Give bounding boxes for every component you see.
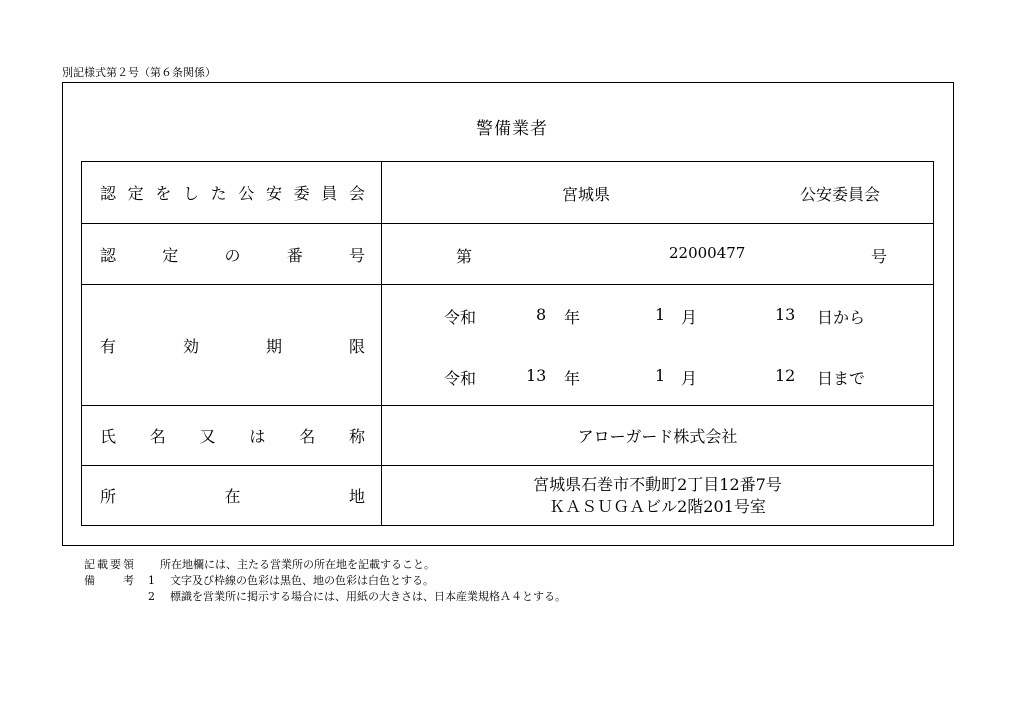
to-month: 1: [655, 366, 666, 385]
label-char: 又: [199, 427, 216, 446]
label-char: 公: [238, 184, 255, 203]
label-cell-cert-number: [82, 224, 382, 285]
value-cell-name: [382, 406, 934, 466]
commission-prefecture: 宮城県: [562, 185, 611, 204]
label-char: 号: [348, 245, 365, 265]
row-address: [82, 466, 934, 526]
to-year-unit: 年: [564, 369, 581, 388]
note-key-char: 備: [84, 574, 95, 587]
label-char: 員: [321, 184, 338, 203]
note-guideline: [84, 557, 566, 573]
from-month-unit: 月: [681, 308, 698, 327]
certificate-table: [81, 161, 934, 526]
label-char: 安: [265, 184, 282, 203]
label-char: た: [210, 184, 227, 203]
business-name: アローガード株式会社: [577, 427, 738, 446]
cert-number: 22000477: [669, 244, 746, 262]
note-guideline-text: 所在地欄には、主たる営業所の所在地を記載すること。: [160, 558, 435, 571]
note-remark-number: 2: [148, 590, 155, 603]
label-char: 番: [286, 245, 303, 265]
label-char: は: [249, 427, 266, 446]
label-cell-name: [82, 406, 382, 466]
value-cell-cert-number: [382, 224, 934, 285]
label-char: 効: [182, 336, 199, 356]
to-year: 13: [526, 366, 547, 385]
cert-prefix: 第: [456, 247, 473, 266]
label-name: [82, 424, 381, 447]
label-char: 地: [348, 487, 365, 506]
note-key-char: 記: [84, 558, 95, 571]
label-cert-number: [82, 243, 381, 266]
from-year: 8: [536, 305, 547, 324]
from-era: 令和: [444, 308, 477, 327]
to-day: 12: [775, 366, 796, 385]
label-char: 認: [100, 245, 117, 265]
label-char: の: [224, 245, 241, 265]
label-char: 称: [348, 427, 365, 446]
label-address: [82, 484, 381, 507]
label-char: 定: [162, 245, 179, 265]
from-day-suffix: 日から: [817, 308, 866, 327]
label-char: 会: [348, 184, 365, 203]
label-cell-commission: [82, 162, 382, 224]
label-char: 有: [100, 336, 117, 356]
note-remark-number: 1: [148, 574, 155, 587]
address-line-2: ＫＡＳＵＧＡビル2階201号室: [549, 496, 766, 516]
note-remark-text: 文字及び枠線の色彩は黒色、地の色彩は白色とする。: [170, 574, 434, 587]
to-era: 令和: [444, 369, 477, 388]
label-char: 限: [348, 336, 365, 356]
label-char: 氏: [100, 427, 117, 446]
label-char: 在: [224, 487, 241, 506]
label-cell-validity: [82, 285, 382, 406]
value-cell-commission: [382, 162, 934, 224]
label-char: 名: [299, 427, 316, 446]
label-cell-address: [82, 466, 382, 526]
value-cell-validity: [382, 285, 934, 406]
label-char: 認: [100, 184, 117, 203]
label-commission: [82, 181, 381, 204]
label-char: 定: [127, 184, 144, 203]
note-key-char: 要: [110, 558, 121, 571]
label-char: 所: [100, 487, 117, 506]
note-remark-2: [84, 589, 566, 605]
note-remark-1: [84, 573, 566, 589]
to-day-suffix: 日まで: [817, 369, 866, 388]
label-char: 委: [293, 184, 310, 203]
row-cert-number: [82, 224, 934, 285]
label-validity: [82, 334, 381, 357]
notes: [84, 557, 566, 605]
label-char: を: [155, 184, 172, 203]
note-key-char: 領: [123, 558, 134, 571]
label-char: 名: [149, 427, 166, 446]
note-remark-text: 標識を営業所に掲示する場合には、用紙の大きさは、日本産業規格Ａ４とする。: [170, 590, 566, 603]
cert-suffix: 号: [871, 247, 888, 266]
from-year-unit: 年: [564, 308, 581, 327]
label-char: し: [182, 184, 199, 203]
note-key-char: 考: [123, 574, 134, 587]
form-number: 別記様式第２号（第６条関係）: [62, 66, 216, 79]
document-title: 警備業者: [476, 119, 548, 139]
row-commission: [82, 162, 934, 224]
to-month-unit: 月: [681, 369, 698, 388]
value-cell-address: [382, 466, 934, 526]
note-remarks-key: [84, 573, 148, 589]
row-validity: [82, 285, 934, 406]
note-remarks-key-blank: [84, 589, 148, 605]
address-line-1: 宮城県石巻市不動町2丁目12番7号: [533, 474, 782, 494]
note-key-char: 載: [97, 558, 108, 571]
commission-suffix: 公安委員会: [800, 185, 881, 204]
from-month: 1: [655, 305, 666, 324]
row-name: [82, 406, 934, 466]
note-guideline-key: [84, 557, 148, 573]
label-char: 期: [265, 336, 282, 356]
from-day: 13: [775, 305, 796, 324]
